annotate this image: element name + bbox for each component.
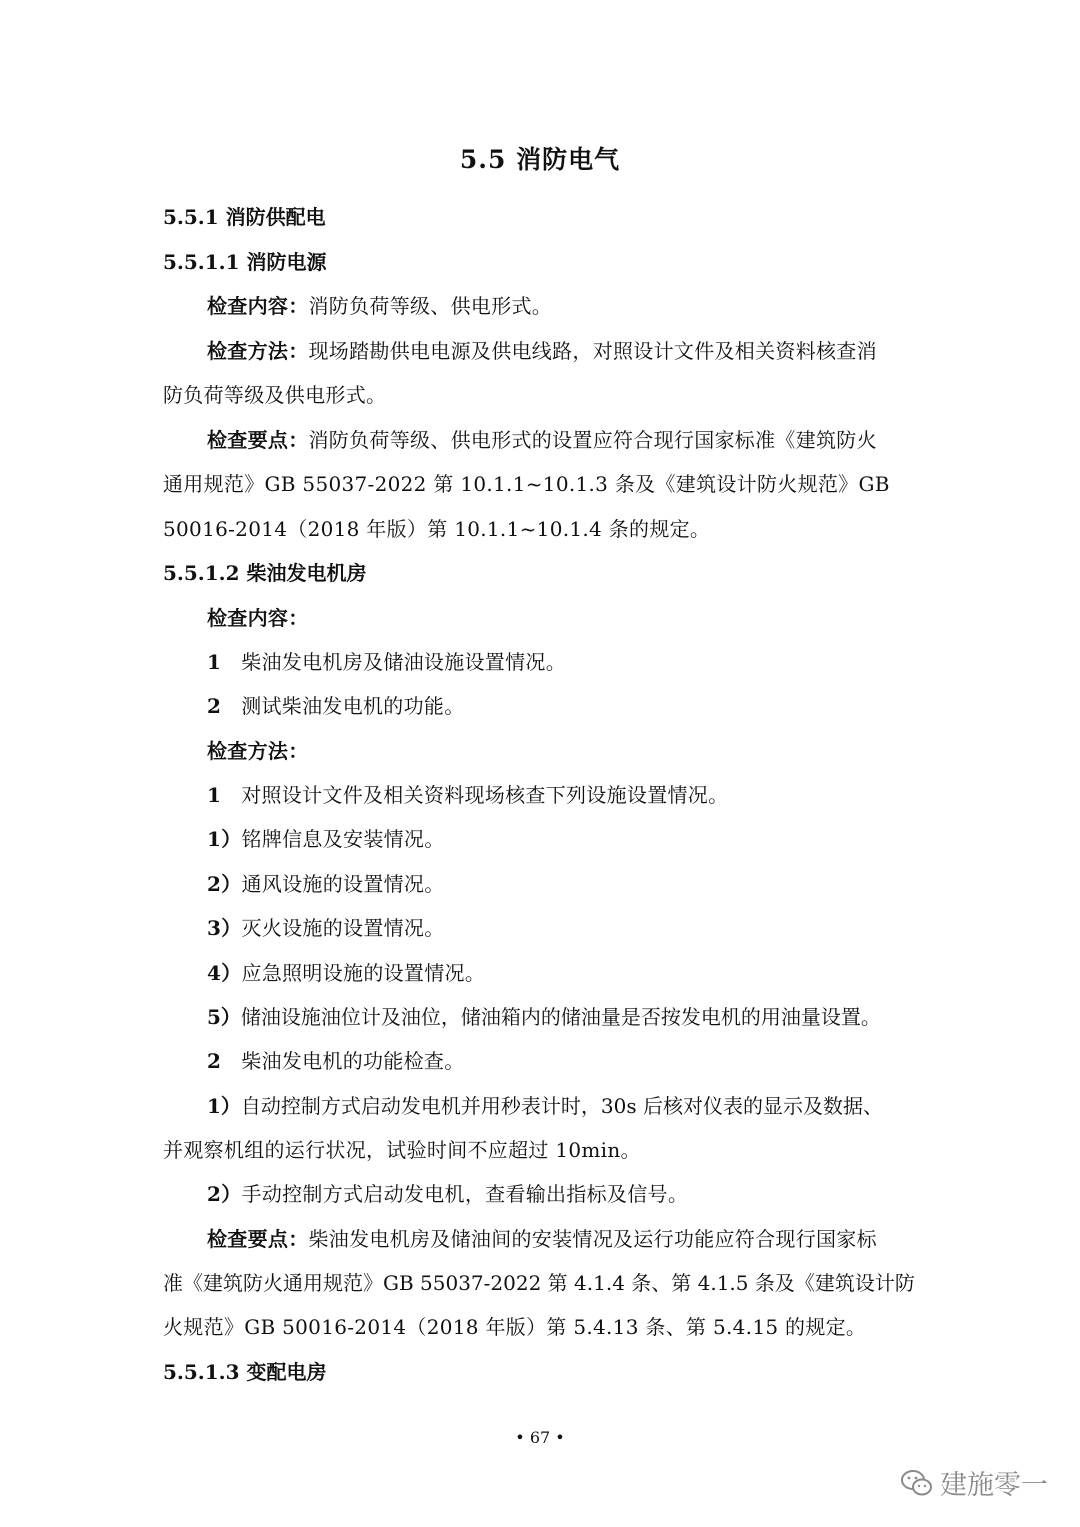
- s5511-points-text-1: 消防负荷等级、供电形式的设置应符合现行国家标准《建筑防火: [308, 428, 877, 452]
- check-method-label: 检查方法：: [207, 739, 309, 763]
- sub-item-number: 1）: [207, 1094, 241, 1118]
- s5511-points-line-3: 50016-2014（2018 年版）第 10.1.1~10.1.4 条的规定。: [163, 517, 711, 541]
- sub-item-text: 储油设施油位计及油位，储油箱内的储油量是否按发电机的用油量设置。: [240, 1005, 881, 1029]
- item-text: 测试柴油发电机的功能。: [241, 694, 465, 718]
- sub-item-number: 2）: [207, 1182, 242, 1206]
- s5512-method-item-2: [207, 1045, 465, 1074]
- sub-item-number: 3）: [207, 916, 242, 940]
- s5512-method-sub2-1: [207, 1090, 883, 1119]
- wechat-icon: [900, 1468, 934, 1498]
- s5512-method-sub-2: [207, 868, 445, 897]
- item-text: 柴油发电机房及储油设施设置情况。: [241, 650, 567, 674]
- item-number: 1: [207, 783, 222, 807]
- s5512-method-sub2-1-cont: 并观察机组的运行状况，试验时间不应超过 10min。: [163, 1138, 641, 1162]
- sub-item-text: 通风设施的设置情况。: [241, 872, 445, 896]
- watermark: [900, 1463, 1048, 1502]
- s5512-method-sub-5: [207, 1001, 881, 1030]
- s5511-method-text-1: 现场踏勘供电电源及供电线路，对照设计文件及相关资料核查消: [308, 339, 877, 363]
- s5512-points-text-1: 柴油发电机房及储油间的安装情况及运行功能应符合现行国家标: [308, 1227, 877, 1251]
- s5511-points-line-1: [207, 424, 877, 453]
- s5512-points-line-2: 准《建筑防火通用规范》GB 55037-2022 第 4.1.4 条、第 4.1.5 条及《建筑设计防: [163, 1271, 915, 1295]
- item-number: 1: [207, 650, 222, 674]
- sub-item-number: 2）: [207, 872, 242, 896]
- section-5-5-1-heading: 5.5.1 消防供配电: [163, 205, 326, 229]
- s5512-points-line-1: [207, 1223, 877, 1252]
- sub-item-text: 灭火设施的设置情况。: [241, 916, 445, 940]
- sub-item-number: 1）: [207, 827, 242, 851]
- s5512-points-line-3: 火规范》GB 50016-2014（2018 年版）第 5.4.13 条、第 5.4.15 的规定。: [163, 1315, 867, 1339]
- check-content-label: 检查内容：: [207, 606, 309, 630]
- sub-item-number: 5）: [207, 1005, 241, 1029]
- sub-item-number: 4）: [207, 961, 242, 985]
- item-number: 2: [207, 694, 222, 718]
- s5512-method-item-1: [207, 779, 728, 808]
- sub-item-text: 手动控制方式启动发电机，查看输出指标及信号。: [241, 1182, 689, 1206]
- sub-item-text: 应急照明设施的设置情况。: [241, 961, 486, 985]
- sub-item-text: 自动控制方式启动发电机并用秒表计时，30s 后核对仪表的显示及数据、: [240, 1094, 883, 1118]
- s5512-method-sub-1: [207, 823, 445, 852]
- s5512-content-label-line: [207, 602, 309, 631]
- s5511-points-line-2: 通用规范》GB 55037-2022 第 10.1.1~10.1.3 条及《建筑设计防火规范》GB: [163, 472, 890, 496]
- s5512-method-sub-3: [207, 912, 445, 941]
- section-5-5-1-2-heading: 5.5.1.2 柴油发电机房: [163, 561, 367, 585]
- s5511-method-line-1: [207, 335, 877, 364]
- watermark-text: 建施零一: [940, 1470, 1048, 1501]
- item-text: 柴油发电机的功能检查。: [241, 1049, 465, 1073]
- s5512-content-item-1: [207, 646, 566, 675]
- s5512-method-label-line: [207, 735, 309, 764]
- s5512-method-sub2-2: [207, 1178, 688, 1207]
- page-number: • 67 •: [515, 1428, 565, 1447]
- item-number: 2: [207, 1049, 222, 1073]
- chapter-title: 5.5 消防电气: [459, 145, 621, 174]
- item-text: 对照设计文件及相关资料现场核查下列设施设置情况。: [241, 783, 729, 807]
- check-points-label: 检查要点：: [207, 428, 309, 452]
- check-points-label: 检查要点：: [207, 1227, 309, 1251]
- s5512-method-sub-4: [207, 957, 485, 986]
- check-content-label: 检查内容：: [207, 294, 309, 318]
- section-5-5-1-1-heading: 5.5.1.1 消防电源: [163, 250, 327, 274]
- check-method-label: 检查方法：: [207, 339, 309, 363]
- s5511-content-line: [207, 290, 552, 319]
- s5511-content-text: 消防负荷等级、供电形式。: [308, 294, 553, 318]
- section-5-5-1-3-heading: 5.5.1.3 变配电房: [163, 1360, 327, 1384]
- sub-item-text: 铭牌信息及安装情况。: [241, 827, 445, 851]
- s5511-method-line-2: 防负荷等级及供电形式。: [163, 383, 387, 407]
- s5512-content-item-2: [207, 690, 465, 719]
